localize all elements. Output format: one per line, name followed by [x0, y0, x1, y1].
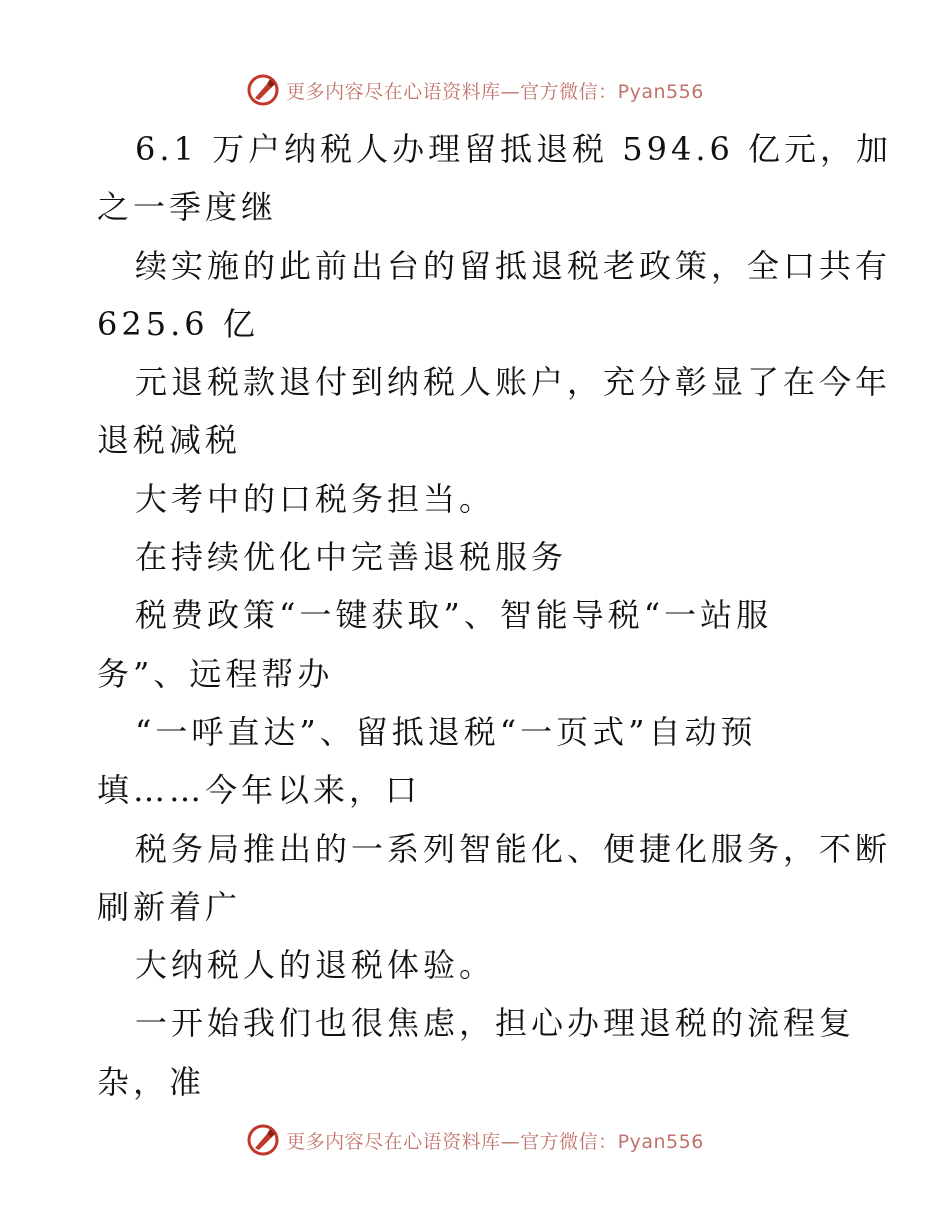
text-line: 杂，准: [97, 1062, 206, 1101]
text-line: 税务局推出的一系列智能化、便捷化服务，不断: [135, 829, 892, 868]
text-line: 刷新着广: [97, 887, 242, 926]
text-line: 务”、远程帮办: [97, 654, 334, 693]
text-line: 6.1 万户纳税人办理留抵退税 594.6 亿元，加: [135, 130, 893, 168]
text-line: 退税减税: [97, 421, 242, 460]
text-line: 大纳税人的退税体验。: [135, 946, 496, 985]
text-line: 续实施的此前出台的留抵退税老政策，全口共有: [135, 246, 892, 285]
banner-text: 更多内容尽在心语资料库—官方微信：Pyan556: [286, 80, 704, 103]
footer-banner: [0, 1120, 950, 1160]
text-line: 元退税款退付到纳税人账户，充分彰显了在今年: [135, 363, 892, 402]
banner-text: 更多内容尽在心语资料库—官方微信：Pyan556: [286, 1130, 704, 1153]
text-line: 一开始我们也很焦虑，担心办理退税的流程复: [135, 1004, 856, 1043]
text-line: 之一季度继: [97, 188, 278, 227]
text-line: 税费政策“一键获取”、智能导税“一站服: [135, 596, 773, 635]
section-heading: 在持续优化中完善退税服务: [135, 538, 568, 577]
text-line: 填……今年以来，口: [97, 771, 422, 810]
text-line: 大考中的口税务担当。: [135, 479, 496, 518]
pen-nib-logo-icon: [246, 1123, 280, 1157]
header-banner: [0, 70, 950, 110]
text-line: “一呼直达”、留抵退税“一页式”自动预: [135, 712, 757, 751]
document-body: [97, 120, 893, 1111]
text-line: 625.6 亿: [97, 304, 259, 343]
pen-nib-logo-icon: [246, 73, 280, 107]
